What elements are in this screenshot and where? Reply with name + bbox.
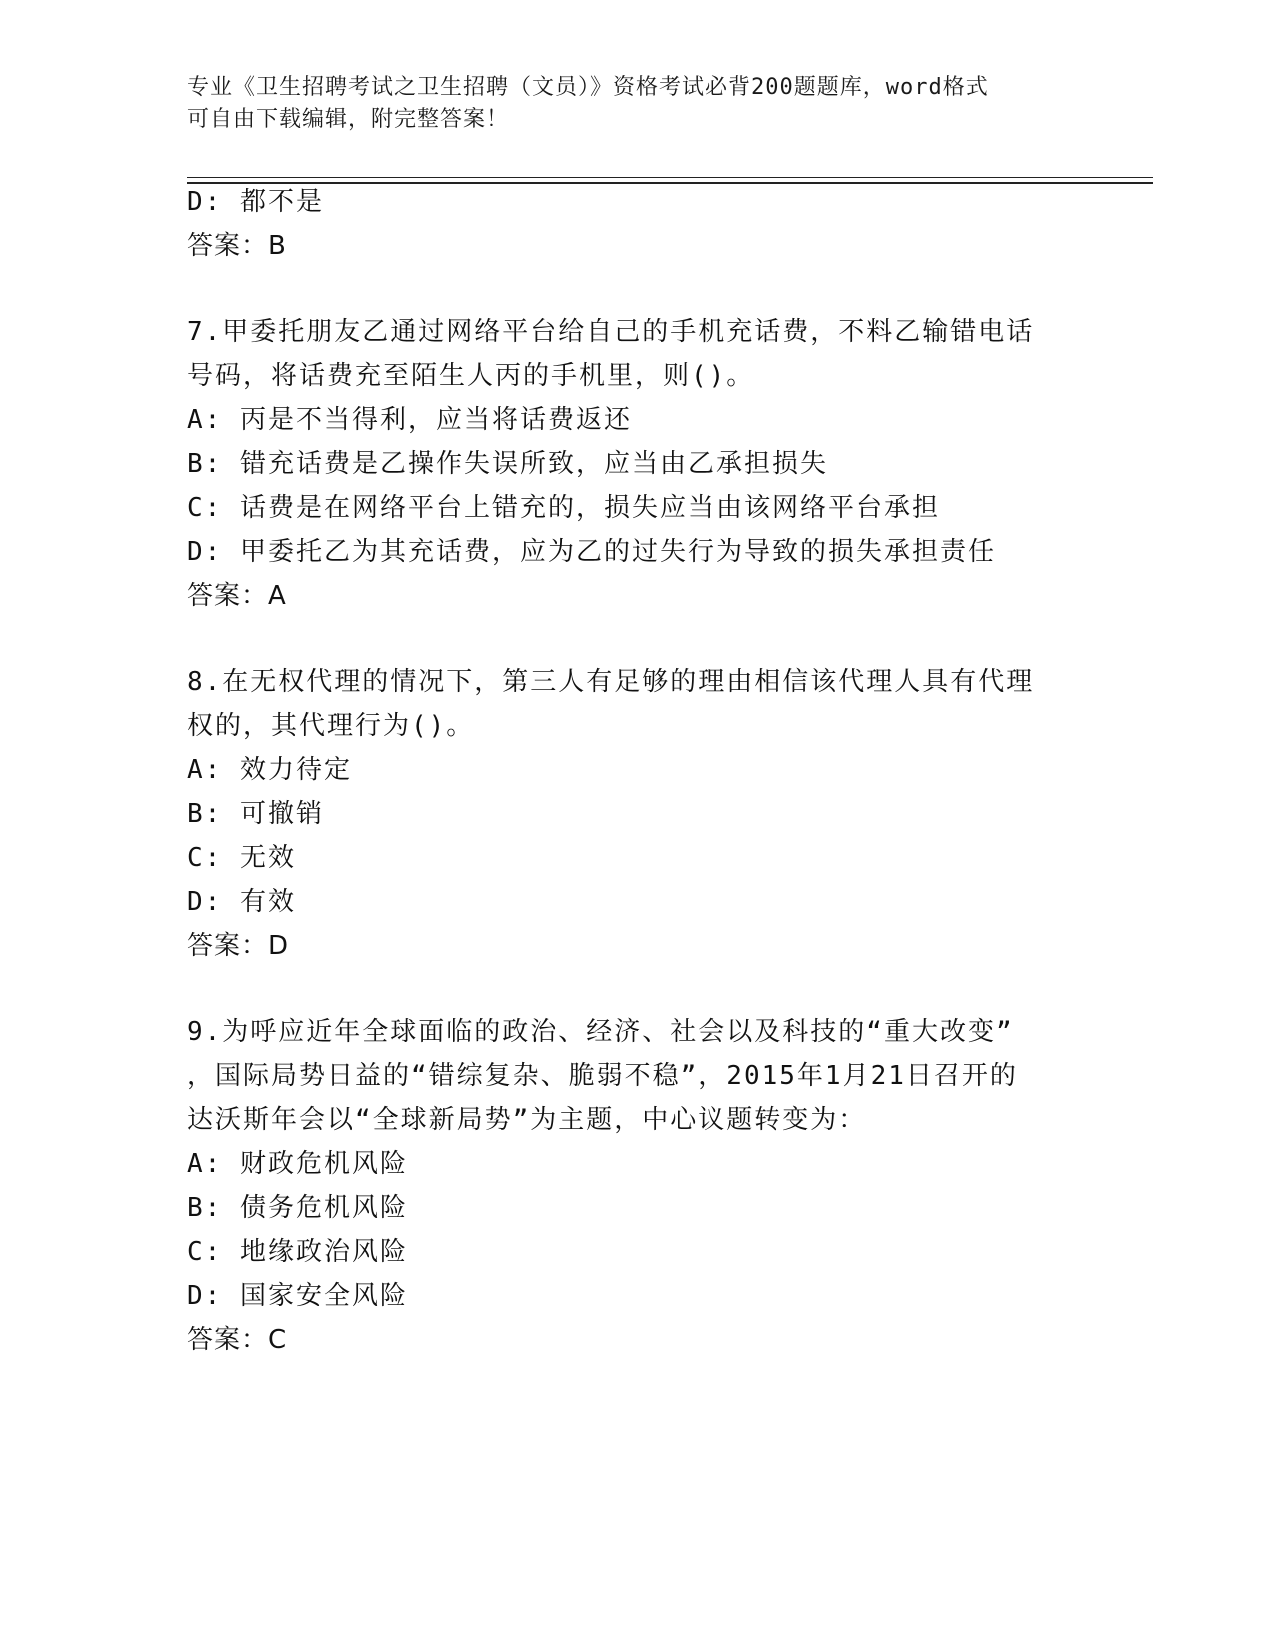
option-c: C: 地缘政治风险 — [187, 1237, 408, 1267]
header-line-2: 可自由下载编辑，附完整答案！ — [187, 107, 510, 132]
document-header — [187, 72, 1087, 136]
option-a: A: 效力待定 — [187, 755, 352, 785]
question-stem-line: 7.甲委托朋友乙通过网络平台给自己的手机充话费，不料乙输错电话 — [187, 317, 1035, 347]
option-c: C: 话费是在网络平台上错充的，损失应当由该网络平台承担 — [187, 493, 940, 523]
question-stem-line: 达沃斯年会以“全球新局势”为主题，中心议题转变为： — [187, 1105, 867, 1135]
question-stem-line: 9.为呼应近年全球面临的政治、经济、社会以及科技的“重大改变” — [187, 1017, 1014, 1047]
option-d: D: 国家安全风险 — [187, 1281, 408, 1311]
answer: 答案：C — [187, 1325, 288, 1355]
question-stem-line: 权的，其代理行为()。 — [187, 711, 475, 741]
question-stem-line: ，国际局势日益的“错综复杂、脆弱不稳”，2015年1月21日召开的 — [187, 1061, 1018, 1091]
option-d: D: 有效 — [187, 887, 296, 917]
prev-option-d: D: 都不是 — [187, 187, 324, 217]
option-d: D: 甲委托乙为其充话费，应为乙的过失行为导致的损失承担责任 — [187, 537, 996, 567]
option-b: B: 债务危机风险 — [187, 1193, 408, 1223]
answer: 答案：D — [187, 931, 290, 961]
option-b: B: 可撤销 — [187, 799, 324, 829]
option-a: A: 丙是不当得利，应当将话费返还 — [187, 405, 632, 435]
question-stem-line: 8.在无权代理的情况下，第三人有足够的理由相信该代理人具有代理 — [187, 667, 1035, 697]
answer: 答案：A — [187, 581, 287, 611]
header-divider-top — [187, 177, 1153, 178]
option-c: C: 无效 — [187, 843, 296, 873]
question-stem-line: 号码，将话费充至陌生人丙的手机里，则()。 — [187, 361, 755, 391]
option-b: B: 错充话费是乙操作失误所致，应当由乙承担损失 — [187, 449, 828, 479]
prev-answer: 答案：B — [187, 231, 287, 261]
option-a: A: 财政危机风险 — [187, 1149, 408, 1179]
header-line-1: 专业《卫生招聘考试之卫生招聘（文员）》资格考试必背200题题库，word格式 — [187, 75, 989, 100]
header-divider-bottom — [187, 182, 1153, 184]
